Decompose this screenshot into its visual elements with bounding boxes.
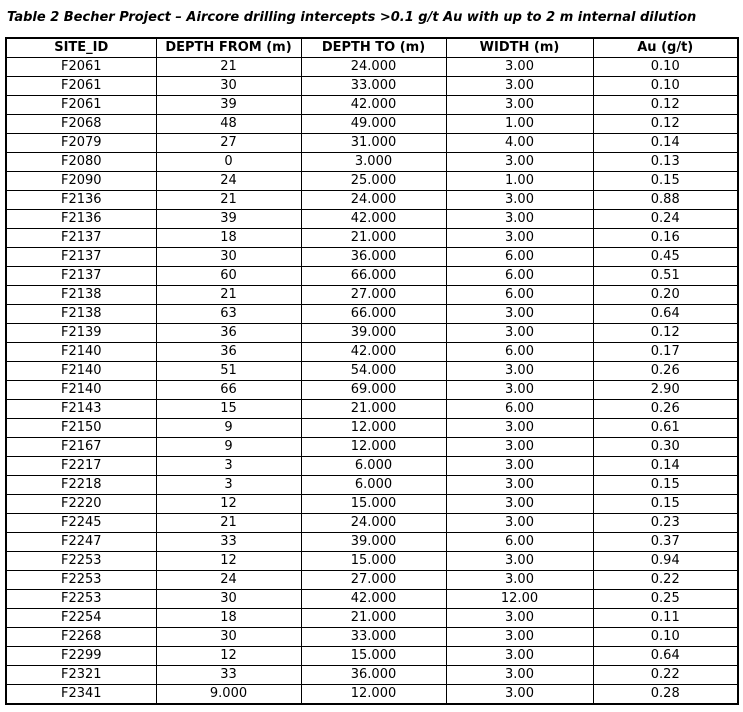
cell-depth-to: 42.000 [301,590,446,609]
cell-width: 3.00 [446,96,593,115]
cell-depth-to: 25.000 [301,172,446,191]
column-header-depth-from: DEPTH FROM (m) [156,38,301,58]
cell-depth-from: 30 [156,248,301,267]
table-row [6,324,738,343]
table-row [6,229,738,248]
cell-site-id: F2140 [6,343,156,362]
cell-au-grade: 0.25 [593,590,738,609]
cell-site-id: F2080 [6,153,156,172]
cell-au-grade: 0.12 [593,324,738,343]
cell-width: 3.00 [446,514,593,533]
cell-site-id: F2167 [6,438,156,457]
cell-au-grade: 0.17 [593,343,738,362]
cell-width: 3.00 [446,571,593,590]
table-row [6,419,738,438]
table-row [6,628,738,647]
cell-depth-from: 12 [156,495,301,514]
column-header-site-id: SITE_ID [6,38,156,58]
cell-width: 6.00 [446,343,593,362]
table-body [6,58,738,705]
cell-au-grade: 0.30 [593,438,738,457]
table-row [6,58,738,77]
cell-site-id: F2138 [6,305,156,324]
cell-site-id: F2220 [6,495,156,514]
cell-au-grade: 0.24 [593,210,738,229]
cell-depth-to: 36.000 [301,248,446,267]
cell-width: 1.00 [446,115,593,134]
cell-width: 3.00 [446,77,593,96]
cell-width: 12.00 [446,590,593,609]
cell-depth-from: 66 [156,381,301,400]
cell-depth-from: 30 [156,77,301,96]
table-row [6,609,738,628]
cell-au-grade: 0.37 [593,533,738,552]
cell-depth-to: 24.000 [301,191,446,210]
cell-width: 3.00 [446,229,593,248]
cell-depth-to: 6.000 [301,476,446,495]
cell-au-grade: 0.15 [593,476,738,495]
cell-au-grade: 0.45 [593,248,738,267]
cell-depth-to: 3.000 [301,153,446,172]
table-row [6,533,738,552]
cell-depth-from: 18 [156,609,301,628]
cell-au-grade: 0.22 [593,571,738,590]
table-row [6,343,738,362]
cell-site-id: F2136 [6,210,156,229]
table-row [6,77,738,96]
table-row [6,96,738,115]
table-row [6,400,738,419]
cell-depth-to: 27.000 [301,286,446,305]
cell-au-grade: 0.61 [593,419,738,438]
cell-au-grade: 0.11 [593,609,738,628]
cell-depth-to: 36.000 [301,666,446,685]
cell-site-id: F2150 [6,419,156,438]
cell-au-grade: 0.26 [593,362,738,381]
cell-width: 3.00 [446,457,593,476]
cell-au-grade: 0.51 [593,267,738,286]
cell-depth-from: 51 [156,362,301,381]
cell-depth-from: 21 [156,514,301,533]
cell-au-grade: 0.14 [593,134,738,153]
cell-width: 3.00 [446,476,593,495]
cell-site-id: F2068 [6,115,156,134]
cell-depth-to: 39.000 [301,324,446,343]
cell-depth-from: 24 [156,172,301,191]
cell-au-grade: 0.20 [593,286,738,305]
cell-depth-from: 18 [156,229,301,248]
cell-depth-to: 15.000 [301,647,446,666]
cell-au-grade: 0.64 [593,647,738,666]
cell-width: 3.00 [446,191,593,210]
cell-depth-from: 33 [156,666,301,685]
cell-width: 3.00 [446,628,593,647]
cell-site-id: F2247 [6,533,156,552]
cell-width: 3.00 [446,495,593,514]
cell-width: 3.00 [446,305,593,324]
cell-au-grade: 0.10 [593,58,738,77]
table-row [6,514,738,533]
cell-depth-to: 27.000 [301,571,446,590]
cell-depth-from: 9 [156,419,301,438]
cell-depth-to: 66.000 [301,305,446,324]
cell-site-id: F2254 [6,609,156,628]
cell-depth-to: 24.000 [301,514,446,533]
cell-au-grade: 0.16 [593,229,738,248]
header-row [6,38,738,58]
table-row [6,590,738,609]
cell-au-grade: 2.90 [593,381,738,400]
cell-au-grade: 0.26 [593,400,738,419]
cell-width: 3.00 [446,419,593,438]
cell-site-id: F2253 [6,590,156,609]
cell-width: 4.00 [446,134,593,153]
cell-site-id: F2139 [6,324,156,343]
cell-site-id: F2245 [6,514,156,533]
cell-site-id: F2299 [6,647,156,666]
cell-depth-from: 15 [156,400,301,419]
cell-site-id: F2137 [6,229,156,248]
cell-depth-from: 24 [156,571,301,590]
table-row [6,134,738,153]
cell-au-grade: 0.94 [593,552,738,571]
column-header-depth-to: DEPTH TO (m) [301,38,446,58]
cell-site-id: F2137 [6,248,156,267]
cell-depth-to: 54.000 [301,362,446,381]
cell-depth-to: 33.000 [301,628,446,647]
cell-depth-to: 21.000 [301,229,446,248]
cell-depth-to: 6.000 [301,457,446,476]
cell-site-id: F2061 [6,58,156,77]
cell-au-grade: 0.10 [593,628,738,647]
cell-site-id: F2268 [6,628,156,647]
table-row [6,210,738,229]
table-row [6,286,738,305]
cell-depth-from: 36 [156,343,301,362]
table-row [6,438,738,457]
cell-au-grade: 0.13 [593,153,738,172]
column-header-au-grade: Au (g/t) [593,38,738,58]
cell-site-id: F2253 [6,552,156,571]
cell-site-id: F2138 [6,286,156,305]
cell-depth-to: 12.000 [301,419,446,438]
cell-depth-from: 48 [156,115,301,134]
table-title: Table 2 Becher Project – Aircore drilling intercepts >0.1 g/t Au with up to 2 m internal dilution [7,10,697,25]
cell-au-grade: 0.14 [593,457,738,476]
cell-depth-from: 60 [156,267,301,286]
cell-width: 3.00 [446,324,593,343]
cell-width: 3.00 [446,647,593,666]
cell-width: 3.00 [446,666,593,685]
table-row [6,476,738,495]
cell-width: 3.00 [446,685,593,705]
cell-site-id: F2321 [6,666,156,685]
table-row [6,666,738,685]
cell-depth-from: 30 [156,590,301,609]
cell-depth-from: 9 [156,438,301,457]
cell-site-id: F2253 [6,571,156,590]
table-row [6,172,738,191]
cell-depth-to: 12.000 [301,685,446,705]
cell-width: 6.00 [446,286,593,305]
table-row [6,495,738,514]
cell-au-grade: 0.10 [593,77,738,96]
cell-depth-to: 42.000 [301,343,446,362]
table-row [6,115,738,134]
cell-depth-from: 0 [156,153,301,172]
table-row [6,457,738,476]
cell-width: 3.00 [446,210,593,229]
cell-depth-from: 12 [156,552,301,571]
cell-width: 1.00 [446,172,593,191]
cell-width: 3.00 [446,153,593,172]
cell-site-id: F2341 [6,685,156,705]
cell-depth-from: 21 [156,286,301,305]
cell-au-grade: 0.12 [593,96,738,115]
cell-depth-to: 12.000 [301,438,446,457]
cell-site-id: F2136 [6,191,156,210]
cell-depth-from: 21 [156,191,301,210]
cell-depth-from: 36 [156,324,301,343]
cell-width: 3.00 [446,438,593,457]
cell-depth-from: 33 [156,533,301,552]
cell-site-id: F2143 [6,400,156,419]
cell-depth-to: 69.000 [301,381,446,400]
cell-width: 3.00 [446,609,593,628]
table-row [6,647,738,666]
cell-depth-from: 3 [156,457,301,476]
cell-site-id: F2218 [6,476,156,495]
cell-depth-to: 15.000 [301,495,446,514]
cell-depth-to: 21.000 [301,609,446,628]
cell-depth-to: 33.000 [301,77,446,96]
table-row [6,362,738,381]
cell-au-grade: 0.15 [593,172,738,191]
cell-au-grade: 0.23 [593,514,738,533]
table-row [6,267,738,286]
cell-au-grade: 0.22 [593,666,738,685]
table-row [6,381,738,400]
cell-depth-to: 24.000 [301,58,446,77]
cell-depth-to: 15.000 [301,552,446,571]
cell-depth-from: 39 [156,210,301,229]
cell-site-id: F2061 [6,77,156,96]
cell-au-grade: 0.15 [593,495,738,514]
column-header-width: WIDTH (m) [446,38,593,58]
cell-depth-from: 27 [156,134,301,153]
cell-depth-to: 49.000 [301,115,446,134]
table-row [6,191,738,210]
cell-depth-from: 39 [156,96,301,115]
cell-width: 3.00 [446,381,593,400]
cell-depth-from: 63 [156,305,301,324]
cell-au-grade: 0.28 [593,685,738,705]
cell-site-id: F2140 [6,381,156,400]
cell-au-grade: 0.88 [593,191,738,210]
cell-au-grade: 0.64 [593,305,738,324]
cell-depth-from: 3 [156,476,301,495]
table-row [6,248,738,267]
drill-intercepts-table [5,37,739,705]
table-header [6,38,738,58]
cell-depth-from: 30 [156,628,301,647]
cell-width: 6.00 [446,400,593,419]
cell-depth-from: 9.000 [156,685,301,705]
cell-site-id: F2090 [6,172,156,191]
cell-width: 3.00 [446,58,593,77]
table-row [6,571,738,590]
table-row [6,685,738,705]
cell-width: 6.00 [446,533,593,552]
cell-width: 3.00 [446,362,593,381]
cell-site-id: F2137 [6,267,156,286]
table-row [6,153,738,172]
cell-depth-to: 39.000 [301,533,446,552]
cell-site-id: F2061 [6,96,156,115]
cell-depth-to: 21.000 [301,400,446,419]
cell-depth-to: 42.000 [301,210,446,229]
table-row [6,552,738,571]
cell-au-grade: 0.12 [593,115,738,134]
table-row [6,305,738,324]
cell-site-id: F2140 [6,362,156,381]
cell-site-id: F2217 [6,457,156,476]
cell-width: 3.00 [446,552,593,571]
cell-depth-from: 21 [156,58,301,77]
cell-depth-to: 31.000 [301,134,446,153]
cell-depth-to: 66.000 [301,267,446,286]
cell-site-id: F2079 [6,134,156,153]
cell-width: 6.00 [446,267,593,286]
cell-width: 6.00 [446,248,593,267]
cell-depth-to: 42.000 [301,96,446,115]
cell-depth-from: 12 [156,647,301,666]
